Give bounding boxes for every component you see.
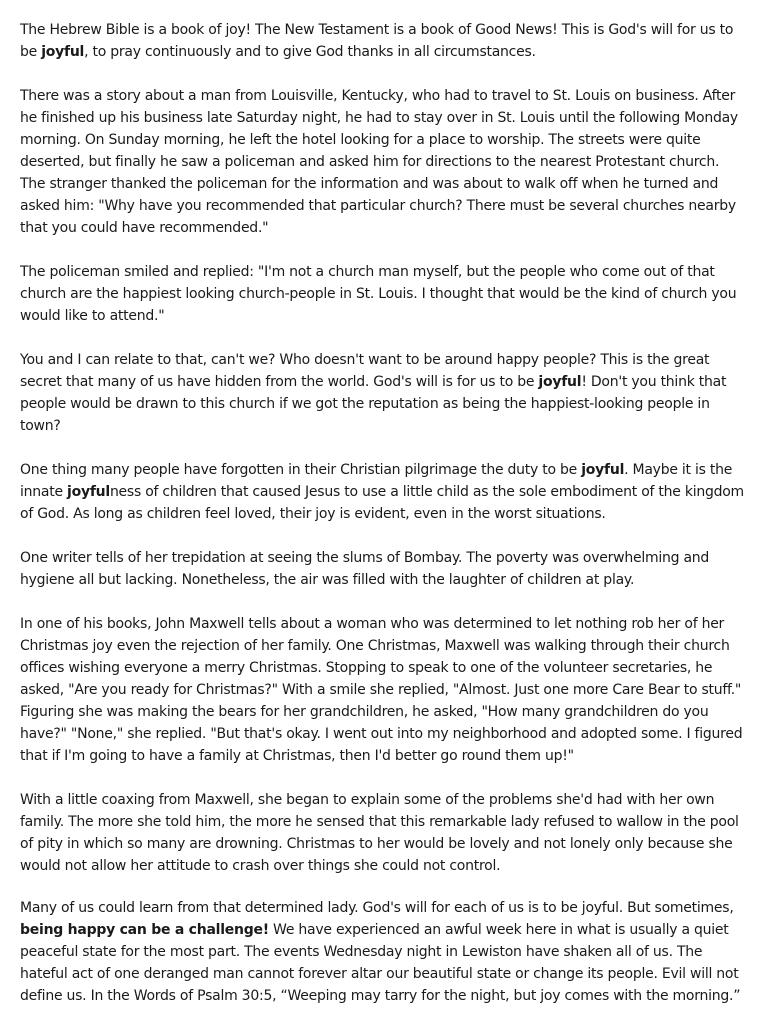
paragraph: [20, 85, 748, 239]
text-run: Many of us could learn from that determined lady. God's will for each of us is to be joyful. But sometimes,: [20, 900, 734, 916]
bold-text: joyful: [538, 374, 582, 390]
paragraph: [20, 459, 748, 525]
text-run: With a little coaxing from Maxwell, she began to explain some of the problems she'd had with her own family. The more she told him, the more he sensed that this remarkable lady refused to wallow in the pool of pity in which so many are drowning. Christmas to her would be lovely and not lonely only because she would not allow her attitude to crash over things she could not control.: [20, 792, 739, 874]
text-run: ! Don't you think that people would be drawn to this church if we got the reputation as being the happiest-looking people in town?: [20, 374, 727, 434]
paragraph: [20, 547, 748, 591]
paragraph: [20, 897, 748, 1007]
paragraph: [20, 19, 748, 63]
bold-text: being happy can be a challenge!: [20, 922, 269, 938]
text-run: There was a story about a man from Louisville, Kentucky, who had to travel to St. Louis on business. After he finished up his business late Saturday night, he had to stay over in St. Louis until the following Monday morning. On Sunday morning, he left the hotel looking for a place to worship. The streets were quite deserted, but finally he saw a policeman and asked him for directions to the nearest Protestant church. The stranger thanked the policeman for the information and was about to walk off when he turned and asked him: "Why have you recommended that particular church? There must be several churches nearby that you could have recommended.": [20, 88, 738, 236]
text-run: The policeman smiled and replied: "I'm not a church man myself, but the people who come out of that church are the happiest looking church-people in St. Louis. I thought that would be the kind of church you would like to attend.": [20, 264, 737, 324]
text-run: . Maybe it is the innate: [20, 462, 733, 500]
text-run: In one of his books, John Maxwell tells about a woman who was determined to let nothing rob her of her Christmas joy even the rejection of her family. One Christmas, Maxwell was walking through their church offices wishing everyone a merry Christmas. Stopping to speak to one of the volunteer secretaries, he asked, "Are you ready for Christmas?" With a smile she replied, "Almost. Just one more Care Bear to stuff." Figuring she was making the bears for her grandchildren, he asked, "How many grandchildren do you have?" "None," she replied. "But that's okay. I went out into my neighborhood and adopted some. I figured that if I'm going to have a family at Christmas, then I'd better go round them up!": [20, 616, 743, 764]
text-run: One thing many people have forgotten in their Christian pilgrimage the duty to be: [20, 462, 582, 478]
paragraph: [20, 349, 748, 437]
bold-text: joyful: [67, 484, 110, 500]
text-run: We have experienced an awful week here in what is usually a quiet peaceful state for the most part. The events Wednesday night in Lewiston have shaken all of us. The hateful act of one deranged man cannot forever altar our beautiful state or change its people. Evil will not define us. In the Words of Psalm 30:5, “Weeping may tarry for the night, but joy comes with the morning.”: [20, 922, 741, 1004]
paragraph: [20, 261, 748, 327]
bold-text: joyful: [581, 462, 625, 478]
paragraph: [20, 613, 748, 767]
text-run: You and I can relate to that, can't we? Who doesn't want to be around happy people? This is the great secret that many of us have hidden from the world. God's will is for us to be: [20, 352, 710, 390]
document-page: [20, 19, 748, 1029]
text-run: , to pray continuously and to give God thanks in all circumstances.: [84, 44, 536, 60]
paragraph: [20, 789, 748, 877]
text-run: One writer tells of her trepidation at seeing the slums of Bombay. The poverty was overwhelming and hygiene all but lacking. Nonetheless, the air was filled with the laughter of children at play.: [20, 550, 710, 588]
text-run: ness of children that caused Jesus to use a little child as the sole embodiment of the kingdom of God. As long as children feel loved, their joy is evident, even in the worst situations.: [20, 484, 744, 522]
text-run: The Hebrew Bible is a book of joy! The New Testament is a book of Good News! This is God's will for us to be: [20, 22, 734, 60]
bold-text: joyful: [41, 44, 85, 60]
